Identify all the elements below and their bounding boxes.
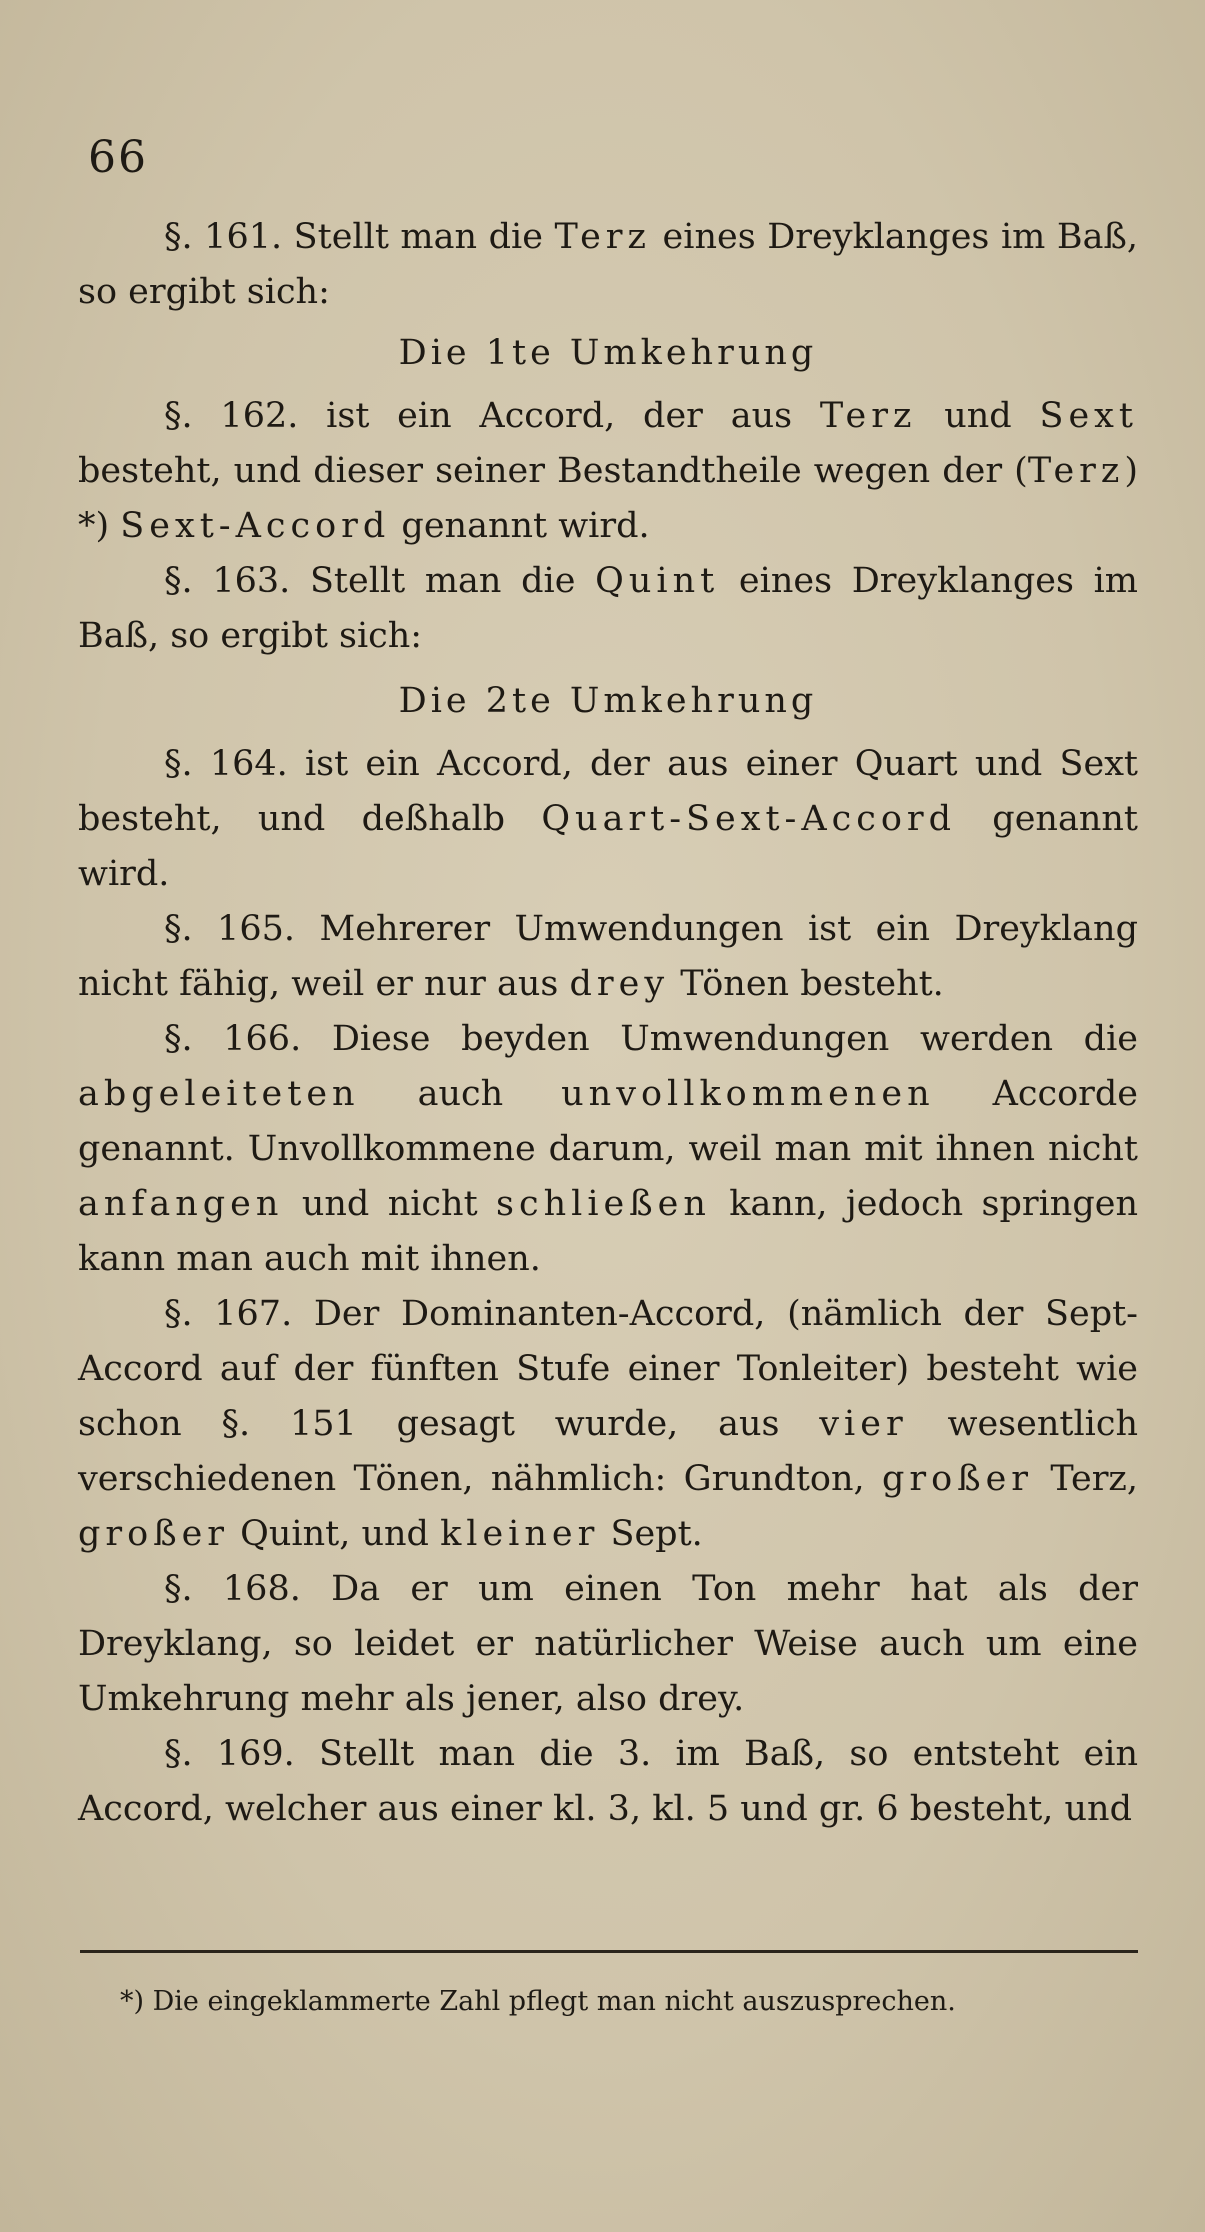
emphasis-text: kleiner bbox=[440, 1514, 600, 1554]
footnote-divider bbox=[80, 1950, 1138, 1953]
emphasis-text: Terz bbox=[819, 396, 917, 436]
emphasis-text: großer bbox=[78, 1514, 230, 1554]
paragraph-166 bbox=[78, 1012, 1138, 1287]
text-run: Terz, bbox=[1033, 1459, 1139, 1499]
text-run: §. 163. Stellt man die bbox=[164, 561, 596, 601]
text-run: §. 166. Diese beyden Umwendungen werden die bbox=[164, 1019, 1138, 1059]
emphasis-text: Terz bbox=[554, 217, 651, 257]
text-run: §. 165. Mehrerer Umwendungen ist ein Dreyklang nicht fähig, weil er nur aus bbox=[78, 909, 1138, 1004]
text-run: Tönen besteht. bbox=[669, 964, 944, 1004]
text-run: genannt wird. bbox=[390, 506, 650, 546]
footnote-marker: ) *) bbox=[78, 451, 1138, 546]
text-run: Accorde genannt. Unvollkommene darum, weil man mit ihnen nicht bbox=[78, 1074, 1138, 1169]
emphasis-text: Quart-Sext-Accord bbox=[541, 799, 957, 839]
text-run: genannt wird. bbox=[78, 799, 1138, 894]
text-run: §. 164. ist ein Accord, der aus einer Quart und Sext besteht, und deßhalb bbox=[78, 744, 1138, 839]
emphasis-text: vier bbox=[819, 1404, 908, 1444]
emphasis-text: unvollkommenen bbox=[561, 1074, 935, 1114]
emphasis-text: großer bbox=[881, 1459, 1034, 1499]
text-run: eines Dreyklanges im Baß, so ergibt sich: bbox=[78, 217, 1138, 312]
emphasis-text: abgeleiteten bbox=[78, 1074, 360, 1114]
emphasis-text: schließen bbox=[496, 1184, 711, 1224]
heading-first-inversion: Die 1te Umkehrung bbox=[398, 333, 818, 373]
text-run: §. 161. Stellt man die bbox=[164, 217, 555, 257]
text-run: auch bbox=[359, 1074, 562, 1114]
paragraph-161 bbox=[78, 210, 1138, 320]
paragraph-163 bbox=[78, 554, 1138, 664]
paragraph-168: §. 168. Da er um einen Ton mehr hat als der Dreyklang, so leidet er natürlicher Weise auch um eine Umkehrung mehr als jener, also drey. bbox=[78, 1569, 1138, 1719]
emphasis-text: Quint bbox=[595, 561, 720, 601]
text-run: kann, jedoch springen kann man auch mit ihnen. bbox=[78, 1184, 1138, 1279]
text-run: §. 167. Der Dominanten-Accord, (nämlich der Sept-Accord auf der fünften Stufe einer Tonleiter) besteht wie schon §. 151 gesagt wurde, aus bbox=[78, 1294, 1138, 1444]
text-run: Sept. bbox=[599, 1514, 703, 1554]
footnote: *) Die eingeklammerte Zahl pflegt man nicht auszusprechen. bbox=[120, 1986, 956, 2017]
text-run: §. 162. ist ein Accord, der aus bbox=[164, 396, 820, 436]
emphasis-text: Sext-Accord bbox=[120, 506, 391, 546]
paragraph-169: §. 169. Stellt man die 3. im Baß, so entsteht ein Accord, welcher aus einer kl. 3, kl. 5 und gr. 6 besteht, und bbox=[78, 1734, 1138, 1829]
page-number: 66 bbox=[88, 132, 148, 183]
heading-second-inversion: Die 2te Umkehrung bbox=[398, 681, 818, 721]
paragraph-165 bbox=[78, 902, 1138, 1012]
text-run: Quint, und bbox=[229, 1514, 441, 1554]
emphasis-text: Terz bbox=[1027, 451, 1125, 491]
emphasis-text: drey bbox=[569, 964, 670, 1004]
paragraph-162 bbox=[78, 389, 1138, 554]
paragraph-167 bbox=[78, 1287, 1138, 1562]
emphasis-text: Sext bbox=[1039, 396, 1138, 436]
text-run: und nicht bbox=[283, 1184, 497, 1224]
main-text bbox=[78, 210, 1138, 1837]
text-run: wesentlich verschiedenen Tönen, nähmlich: Grundton, bbox=[78, 1404, 1138, 1499]
paragraph-164 bbox=[78, 737, 1138, 902]
text-run: besteht, und dieser seiner Bestandtheile wegen der ( bbox=[78, 451, 1028, 491]
emphasis-text: anfangen bbox=[78, 1184, 284, 1224]
text-run: und bbox=[916, 396, 1040, 436]
text-run: eines Dreyklanges im Baß, so ergibt sich: bbox=[78, 561, 1138, 656]
